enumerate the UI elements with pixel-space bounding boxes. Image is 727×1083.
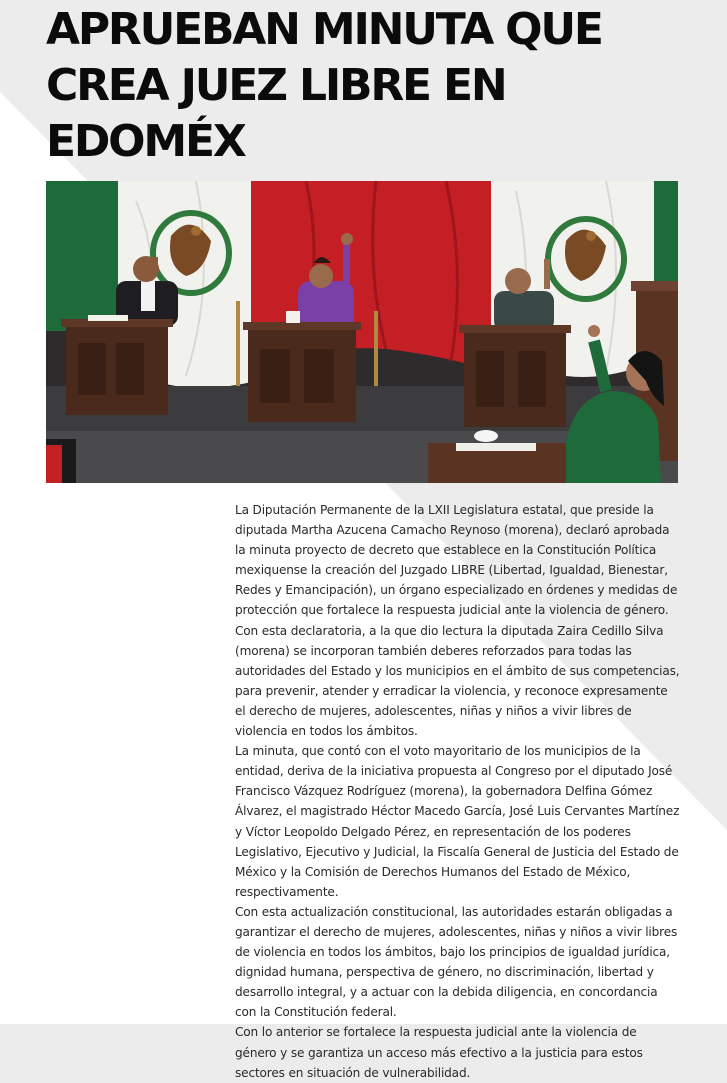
article-body: [235, 500, 680, 1083]
headline: [46, 2, 706, 170]
headline-line-1: APRUEBAN MINUTA QUE: [46, 4, 602, 55]
headline-line-2: CREA JUEZ LIBRE EN EDOMÉX: [46, 60, 506, 167]
article-paragraph: La minuta, que contó con el voto mayoritario de los municipios de la entidad, deriva de la iniciativa propuesta al Congreso por el diputado José Francisco Vázquez Rodríguez (morena), la gobernadora Delfina Gómez Álvarez, el magistrado Héctor Macedo García, José Luis Cervantes Martínez y Víctor Leopoldo Delgado Pérez, en representación de los poderes Legislativo, Ejecutivo y Judicial, la Fiscalía General de Justicia del Estado de México y la Comisión de Derechos Humanos del Estado de México, respectivamente.: [235, 744, 680, 899]
article-paragraph: Con lo anterior se fortalece la respuesta judicial ante la violencia de género y se garantiza un acceso más efectivo a la justicia para estos sectores en situación de vulnerabilidad.: [235, 1025, 643, 1080]
legislature-session-illustration: [46, 181, 678, 483]
flag-right-green: [654, 181, 678, 281]
article-paragraph: Con esta actualización constitucional, las autoridades estarán obligadas a garantizar el derecho de mujeres, adolescentes, niñas y niños a vivir libres de violencia en todos los ámbitos, bajo los principios de igualdad jurídica, dignidad humana, perspectiva de género, no discriminación, libertad y desarrollo integral, y a actuar con la debida diligencia, en concordancia con la Constitución federal.: [235, 904, 678, 1020]
article-paragraph: Con esta declaratoria, a la que dio lectura la diputada Zaira Cedillo Silva (morena) se incorporan también deberes reforzados para todas las autoridades del Estado y los municipios en el ámbito de sus competencias, para prevenir, atender y erradicar la violencia, y reconoce expresamente el derecho de mujeres, adolescentes, niñas y niños a vivir libres de violencia en todos los ámbitos.: [235, 623, 680, 739]
news-photo: [46, 181, 678, 483]
flag-left-green: [46, 181, 118, 331]
article-paragraph: La Diputación Permanente de la LXII Legislatura estatal, que preside la diputada Martha Azucena Camacho Reynoso (morena), declaró aprobada la minuta proyecto de decreto que establece en la Constitución Política mexiquense la creación del Juzgado LIBRE (Libertad, Igualdad, Bienestar, Redes y Emancipación), un órgano especializado en órdenes y medidas de protección que fortalece la respuesta judicial ante la violencia de género.: [235, 503, 678, 618]
